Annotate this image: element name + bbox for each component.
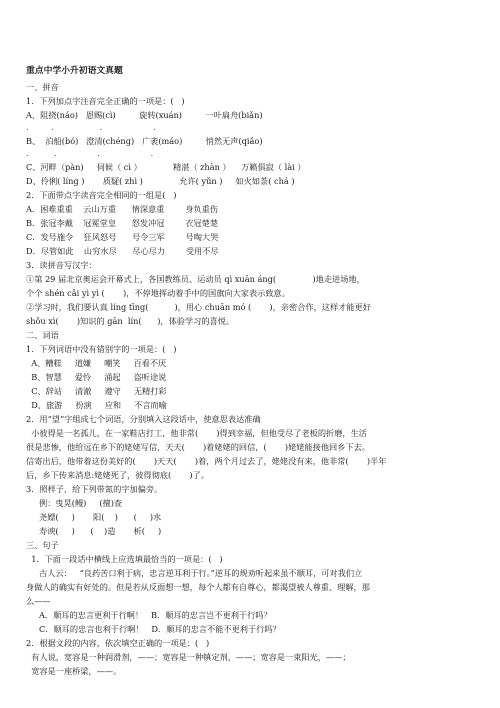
page-title: 重点中学小升初语文真题	[26, 66, 123, 76]
text-line: 3．照样子，给下列带氮的字加偏旁。	[26, 484, 163, 494]
text-line: 1．下面一段话中横线上应选填最恰当的一项是：( )	[26, 554, 223, 564]
text-line: C、辞站 清澈 遵守 无精打彩	[26, 386, 167, 396]
text-line: C．发号施令 狂风怒号 号令三军 号啕大哭	[26, 232, 219, 242]
text-line: ②学习时，我们要认真 líng tīng( )，用心 chuān mó ( )，亲密合作，这样才能更好	[26, 302, 371, 312]
text-line: 寿谀( ) ( )造 析( )	[26, 526, 162, 536]
text-line: 2．用“望”字组成七个词语，分别填入这段话中，使意思表达准确	[26, 414, 261, 424]
text-line: 1．下列词语中没有错别字的一项是：( )	[26, 344, 177, 354]
text-line: 小彼得是一名孤儿，在一家鞋店打工，他非常( )得到幸福，但他受尽了老板的折磨，生活	[26, 428, 367, 438]
text-line: 宽容是一座桥梁，——。	[26, 666, 122, 676]
text-line: 有人说，宽容是一种润滑剂，——；宽容是一种镇定剂，——；宽容是一束阳光，——；	[26, 652, 351, 662]
text-line: D、旅游 扮演 应和 不言而喻	[26, 400, 167, 410]
text-line: B．张冠李戴 冠冕堂皇 怒发冲冠 衣冠楚楚	[26, 218, 219, 228]
text-line: 尧嫖( ) 阳( ) ( )水	[26, 512, 162, 522]
text-line: ①第 29 届北京奥运会开幕式上，各国教练员、运动员 qì xuān áng( )地走进场地，	[26, 274, 365, 284]
text-line: 信寄出后，他带着这份美好的( )天天( )着，两个月过去了，姥姥没有来，他非常( )半年	[26, 456, 387, 466]
text-line: A．困难重重 云山万重 情深意重 身负重伤	[26, 204, 218, 214]
text-line: 2．根据文段的内容，依次填空正确的一项是：( )	[26, 638, 210, 648]
text-line: 很是悲惨，他给远在乡下的姥姥写信，天天( )着姥姥的回信，( )姥姥能接他回乡下去。	[26, 442, 370, 452]
text-line: C、河畔（pàn) 伺候（ cì ） 精湛（ zhàn ） 万籁俱寂（ lài ）	[26, 162, 306, 172]
text-line: B、智慧 爱怜 涌起 盗听途说	[26, 372, 167, 382]
text-line: 个个 shén cǎi yì yì ( )，不停地挥动着手中的国旗向大家表示致意。	[26, 288, 290, 298]
text-line: A、糟糕 道嫌 嘲笑 百看不厌	[26, 358, 167, 368]
text-line: 身做人的确实有好处的。但是若从反面想一想，每个人都有自尊心，都渴望被人尊重、理解，那	[26, 582, 370, 592]
text-line: 二、词语	[26, 330, 59, 340]
text-line: 古人云： “良药苦口利于病，忠言逆耳利于行。”逆耳的规劝听起来虽不顺耳，可对我们立	[26, 568, 363, 578]
text-line: D、伶俐( líng ) 质疑( zhì ) 允许( yǔn ) 如火如荼( chá )	[26, 176, 295, 186]
text-line: 1．下列加点字注音完全正确的一项是：( )	[26, 96, 185, 106]
text-line: B、 泊船(bó) 澄清(chéng) 广袤(máo) 悄然无声(qiǎo)	[26, 136, 263, 146]
text-line: 3．读拼音写汉字：	[26, 260, 97, 270]
text-line: C．顺耳的忠言也利于行啊！ D．顺耳的忠言不能不更利于行吗？	[26, 624, 281, 634]
emphasis-dots-row: . . . .	[26, 149, 154, 158]
text-line: 后，乡下传来消息:姥姥死了，彼得彻底( )了。	[26, 470, 209, 480]
emphasis-dots-row: . . . .	[26, 123, 156, 132]
text-line: 三、句子	[26, 540, 59, 550]
text-line: 么——	[26, 596, 51, 606]
text-line: A．顺耳的忠言更利于行啊！ B．顺耳的忠言岂不更利于行吗？	[26, 610, 272, 620]
text-line: shǒu xì( )知识的 gān lín( )，体验学习的喜悦。	[26, 316, 235, 326]
text-line: 例：曳晃(鳗) (擅)查	[26, 498, 123, 508]
text-line: 2．下面带点字读音完全相同的一组是( )	[26, 190, 177, 200]
text-line: A、阻挠(náo) 恩赐(cì) 旋转(xuán) 一叶扁舟(biǎn)	[26, 110, 263, 120]
text-line: D．尽管如此 山穷水尽 尽心尽力 受用不尽	[26, 246, 219, 256]
text-line: 一、拼音	[26, 82, 59, 92]
